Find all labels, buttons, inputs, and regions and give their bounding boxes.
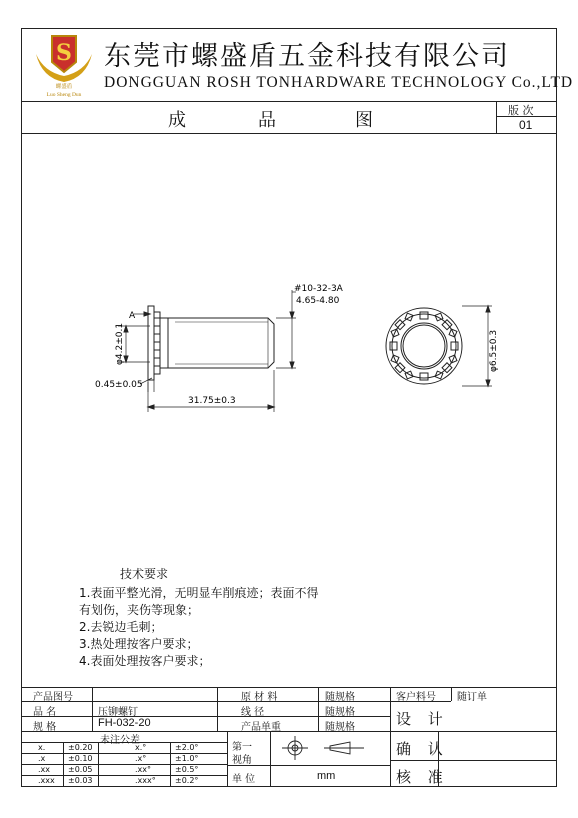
dim-diameter: φ4.2±0.1: [115, 322, 125, 365]
logo-text-en: Luo Sheng Dun: [46, 92, 82, 98]
requirement-line: 3.热处理按客户要求；: [79, 637, 199, 651]
name-value: 压铆螺钉: [98, 707, 138, 718]
material-label: 原 材 料: [241, 692, 278, 703]
logo-text-cn: 螺盛盾: [55, 84, 73, 90]
wire-value: 随规格: [325, 707, 355, 718]
tol-angle-value: ±0.5°: [175, 765, 199, 774]
requirement-line: 4.表面处理按客户要求；: [79, 654, 211, 668]
version-value: 01: [519, 118, 533, 132]
threaded-shank: [168, 318, 274, 368]
tol-angle-key: .xx°: [135, 765, 152, 774]
tol-value: ±0.20: [68, 743, 93, 752]
head-flange: [148, 306, 154, 380]
tol-key: .x: [38, 754, 46, 763]
thread-spec: #10-32-3A: [294, 284, 343, 294]
dim-a: A: [129, 311, 136, 321]
unit-value: mm: [317, 770, 336, 782]
tol-angle-value: ±1.0°: [175, 754, 199, 763]
customer-no-value: 随订单: [457, 692, 487, 703]
weight-value: 随规格: [325, 722, 355, 733]
tolerance-label: 未注公差: [100, 735, 140, 746]
requirement-line: 1.表面平整光滑，无明显车削痕迹；表面不得: [79, 586, 319, 600]
dim-thickness: 0.45±0.05: [95, 380, 143, 390]
name-label: 品 名: [33, 707, 57, 718]
version-label: 版 次: [508, 104, 534, 117]
tol-value: ±0.05: [68, 765, 93, 774]
tol-key: .xx: [38, 765, 51, 774]
product-code-label: 产品图号: [33, 692, 73, 703]
unit-label: 单 位: [232, 774, 256, 785]
tol-angle-value: ±0.2°: [175, 776, 199, 785]
confirm-label: 确 认: [396, 740, 449, 758]
requirement-line: 2.去锐边毛刺；: [79, 620, 163, 634]
logo-letter: S: [56, 40, 72, 66]
title-char-3: 图: [355, 110, 373, 131]
tol-angle-key: .x°: [135, 754, 147, 763]
dim-head-diameter: φ6.5±0.3: [489, 329, 499, 372]
spec-value: FH-032-20: [98, 717, 151, 729]
company-name-en: DONGGUAN ROSH TONHARDWARE TECHNOLOGY Co.,LTD: [104, 74, 574, 91]
wire-label: 线 径: [241, 707, 265, 718]
dim-length: 31.75±0.3: [188, 396, 236, 406]
approve-label: 核 准: [396, 768, 449, 786]
tol-value: ±0.03: [68, 776, 93, 785]
angle-label: 第一: [232, 742, 252, 753]
requirement-line: 有划伤，夹伤等现象；: [79, 603, 200, 617]
tol-angle-value: ±2.0°: [175, 743, 199, 752]
angle-label: 视角: [232, 755, 252, 766]
weight-label: 产品单重: [241, 722, 281, 733]
title-char-1: 成: [168, 110, 186, 131]
end-view-knurl: [390, 312, 458, 380]
requirements-heading: 技术要求: [120, 567, 169, 581]
thread-range: 4.65-4.80: [296, 296, 340, 306]
tol-angle-key: x.°: [135, 743, 147, 752]
tol-key: .xxx: [38, 776, 55, 785]
customer-no-label: 客户料号: [396, 692, 436, 703]
tol-value: ±0.10: [68, 754, 93, 763]
design-label: 设 计: [396, 710, 449, 728]
company-name-cn: 东莞市螺盛盾五金科技有限公司: [104, 41, 510, 72]
spec-label: 规 格: [33, 722, 57, 733]
tol-angle-key: .xxx°: [135, 776, 156, 785]
material-value: 随规格: [325, 692, 355, 703]
title-char-2: 品: [258, 110, 276, 131]
tol-key: x.: [38, 743, 46, 752]
